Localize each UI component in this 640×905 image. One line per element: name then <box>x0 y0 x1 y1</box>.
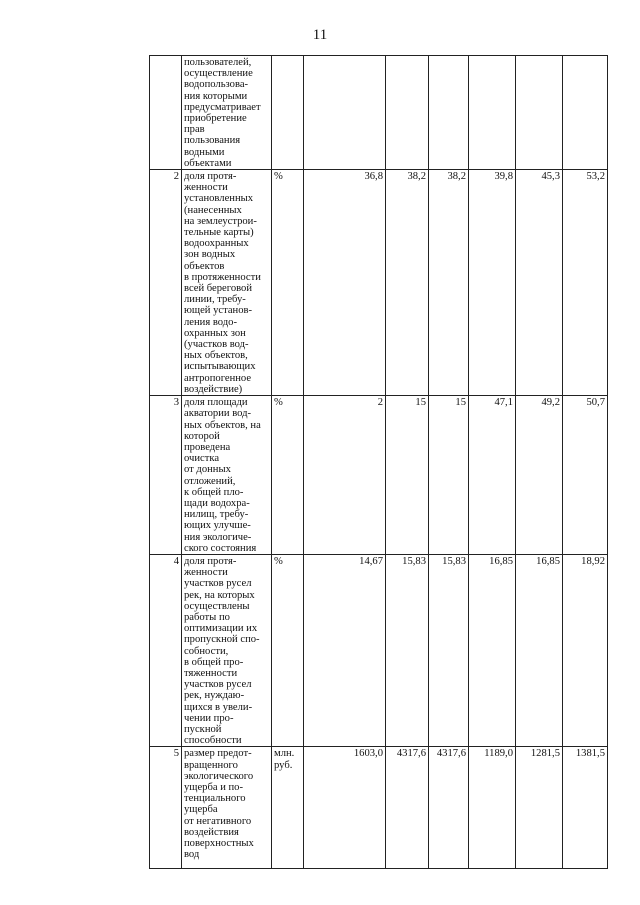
row-number: 3 <box>150 396 182 555</box>
value-cell <box>386 56 429 170</box>
value-cell: 4317,6 <box>386 747 429 869</box>
unit-cell: % <box>272 170 304 396</box>
value-cell: 4317,6 <box>429 747 469 869</box>
table-row <box>150 56 608 170</box>
value-cell: 14,67 <box>304 554 386 746</box>
row-number: 4 <box>150 554 182 746</box>
value-cell: 38,2 <box>386 170 429 396</box>
value-cell: 16,85 <box>516 554 563 746</box>
table-row <box>150 396 608 555</box>
value-cell: 50,7 <box>563 396 608 555</box>
value-cell <box>469 56 516 170</box>
value-cell: 18,92 <box>563 554 608 746</box>
value-cell: 39,8 <box>469 170 516 396</box>
unit-cell <box>272 56 304 170</box>
table-row <box>150 554 608 746</box>
value-cell <box>516 56 563 170</box>
row-number <box>150 56 182 170</box>
row-number: 5 <box>150 747 182 869</box>
indicator-description: размер предот- вращенного экологического ущерба и по- тенциального ущерба от негативного воздействия поверхностных вод <box>182 747 272 869</box>
table-row <box>150 747 608 869</box>
value-cell: 2 <box>304 396 386 555</box>
unit-cell: % <box>272 554 304 746</box>
value-cell: 15,83 <box>429 554 469 746</box>
value-cell: 36,8 <box>304 170 386 396</box>
value-cell: 15,83 <box>386 554 429 746</box>
value-cell: 45,3 <box>516 170 563 396</box>
value-cell: 1189,0 <box>469 747 516 869</box>
indicator-description: доля протя- женности участков русел рек, на которых осуществлены работы по оптимизации их пропускной спо- собности, в общей про- тяженности участков русел рек, нуждаю- щихся в увели- чении про- пускной способности <box>182 554 272 746</box>
value-cell <box>563 56 608 170</box>
page-number: 11 <box>312 27 328 43</box>
value-cell: 53,2 <box>563 170 608 396</box>
unit-cell: % <box>272 396 304 555</box>
row-number: 2 <box>150 170 182 396</box>
value-cell: 1281,5 <box>516 747 563 869</box>
value-cell: 47,1 <box>469 396 516 555</box>
indicator-description: пользователей, осуществление водопользова- ния которыми предусматривает приобретение прав пользования водными объектами <box>182 56 272 170</box>
value-cell: 38,2 <box>429 170 469 396</box>
indicators-table <box>149 55 608 869</box>
value-cell: 1381,5 <box>563 747 608 869</box>
value-cell: 15 <box>386 396 429 555</box>
unit-cell: млн. руб. <box>272 747 304 869</box>
value-cell: 16,85 <box>469 554 516 746</box>
value-cell: 15 <box>429 396 469 555</box>
value-cell: 1603,0 <box>304 747 386 869</box>
indicator-description: доля протя- женности установленных (нанесенных на землеустрои- тельные карты) водоохранных зон водных объектов в протяженности всей береговой линии, требу- ющей установ- ления водо- охранных зон (участков вод- ных объектов, испытывающих антропогенное воздействие) <box>182 170 272 396</box>
indicator-description: доля площади акватории вод- ных объектов, на которой проведена очистка от донных отложений, к общей пло- щади водохра- нилищ, требу- ющих улучше- ния экологиче- ского состояния <box>182 396 272 555</box>
value-cell <box>429 56 469 170</box>
value-cell: 49,2 <box>516 396 563 555</box>
table-row <box>150 170 608 396</box>
value-cell <box>304 56 386 170</box>
